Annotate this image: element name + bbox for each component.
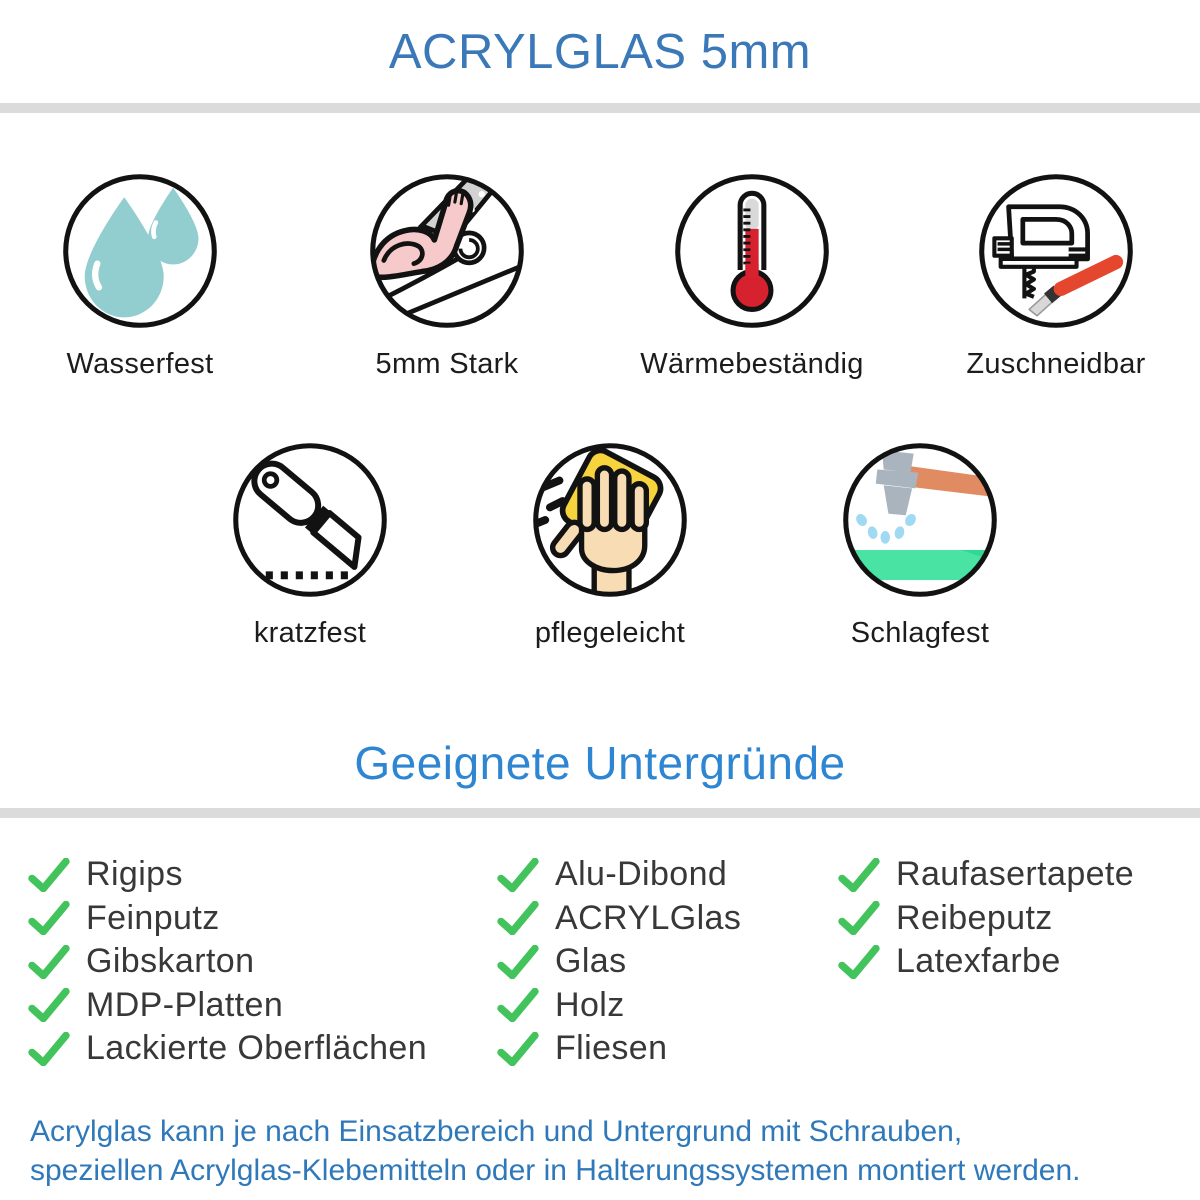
list-item xyxy=(28,984,427,1028)
list-item xyxy=(28,853,427,897)
surface-label: ACRYLGlas xyxy=(555,898,742,937)
utility-knife-icon xyxy=(231,441,389,599)
mounting-note xyxy=(30,1112,1190,1190)
check-icon xyxy=(497,858,539,892)
check-icon xyxy=(28,945,70,979)
surface-label: Latexfarbe xyxy=(896,942,1061,981)
check-icon xyxy=(28,988,70,1022)
divider-top xyxy=(0,103,1200,113)
surface-label: Reibeputz xyxy=(896,898,1053,937)
page-title: ACRYLGLAS 5mm xyxy=(388,25,812,79)
check-icon xyxy=(28,1032,70,1066)
surface-label: MDP-Platten xyxy=(86,985,284,1024)
feature-label: Wärmebeständig xyxy=(640,348,864,380)
water-drops-icon xyxy=(61,172,219,330)
list-item xyxy=(497,897,741,941)
check-icon xyxy=(497,945,539,979)
surface-label: Rigips xyxy=(86,855,183,894)
list-item xyxy=(28,940,427,984)
surface-label: Raufasertapete xyxy=(896,855,1135,894)
surface-label: Gibskarton xyxy=(86,942,255,981)
surface-label: Lackierte Oberflächen xyxy=(86,1029,428,1068)
list-item xyxy=(838,853,1134,897)
feature-label: 5mm Stark xyxy=(375,348,519,380)
check-icon xyxy=(497,988,539,1022)
flexed-arm-roll-icon xyxy=(368,172,526,330)
surface-label: Glas xyxy=(555,942,627,981)
wiping-hand-cloth-icon xyxy=(531,441,689,599)
mounting-note-line1: Acrylglas kann je nach Einsatzbereich und Untergrund mit Schrauben, xyxy=(30,1115,963,1148)
mounting-note-line2: speziellen Acrylglas-Klebemitteln oder in Halterungssystemen montiert werden. xyxy=(30,1154,1081,1187)
feature-waermebestaendig xyxy=(622,172,882,381)
list-item xyxy=(497,940,741,984)
surface-label: Holz xyxy=(555,985,625,1024)
feature-label: kratzfest xyxy=(253,617,367,649)
check-icon xyxy=(838,858,880,892)
surfaces-heading: Geeignete Untergründe xyxy=(354,737,846,789)
check-icon xyxy=(497,901,539,935)
thermometer-icon xyxy=(673,172,831,330)
feature-wasserfest xyxy=(10,172,270,381)
list-item xyxy=(838,897,1134,941)
list-item xyxy=(497,853,741,897)
hammer-impact-icon xyxy=(841,441,999,599)
surface-column-2 xyxy=(497,853,741,1071)
feature-pflegeleicht xyxy=(480,441,740,650)
divider-middle xyxy=(0,808,1200,818)
feature-label: Wasserfest xyxy=(66,348,214,380)
list-item xyxy=(497,1027,741,1071)
feature-label: Schlagfest xyxy=(850,617,990,649)
feature-5mm-stark xyxy=(317,172,577,381)
list-item xyxy=(838,940,1134,984)
feature-schlagfest xyxy=(790,441,1050,650)
list-item xyxy=(497,984,741,1028)
jigsaw-cutter-icon xyxy=(977,172,1135,330)
surface-label: Feinputz xyxy=(86,898,220,937)
check-icon xyxy=(28,858,70,892)
list-item xyxy=(28,1027,427,1071)
check-icon xyxy=(497,1032,539,1066)
feature-zuschneidbar xyxy=(926,172,1186,381)
feature-label: pflegeleicht xyxy=(534,617,686,649)
surface-column-1 xyxy=(28,853,427,1071)
check-icon xyxy=(838,901,880,935)
feature-kratzfest xyxy=(180,441,440,650)
check-icon xyxy=(838,945,880,979)
feature-label: Zuschneidbar xyxy=(966,348,1146,380)
check-icon xyxy=(28,901,70,935)
surface-label: Alu-Dibond xyxy=(555,855,728,894)
list-item xyxy=(28,897,427,941)
surface-label: Fliesen xyxy=(555,1029,668,1068)
surface-column-3 xyxy=(838,853,1134,984)
